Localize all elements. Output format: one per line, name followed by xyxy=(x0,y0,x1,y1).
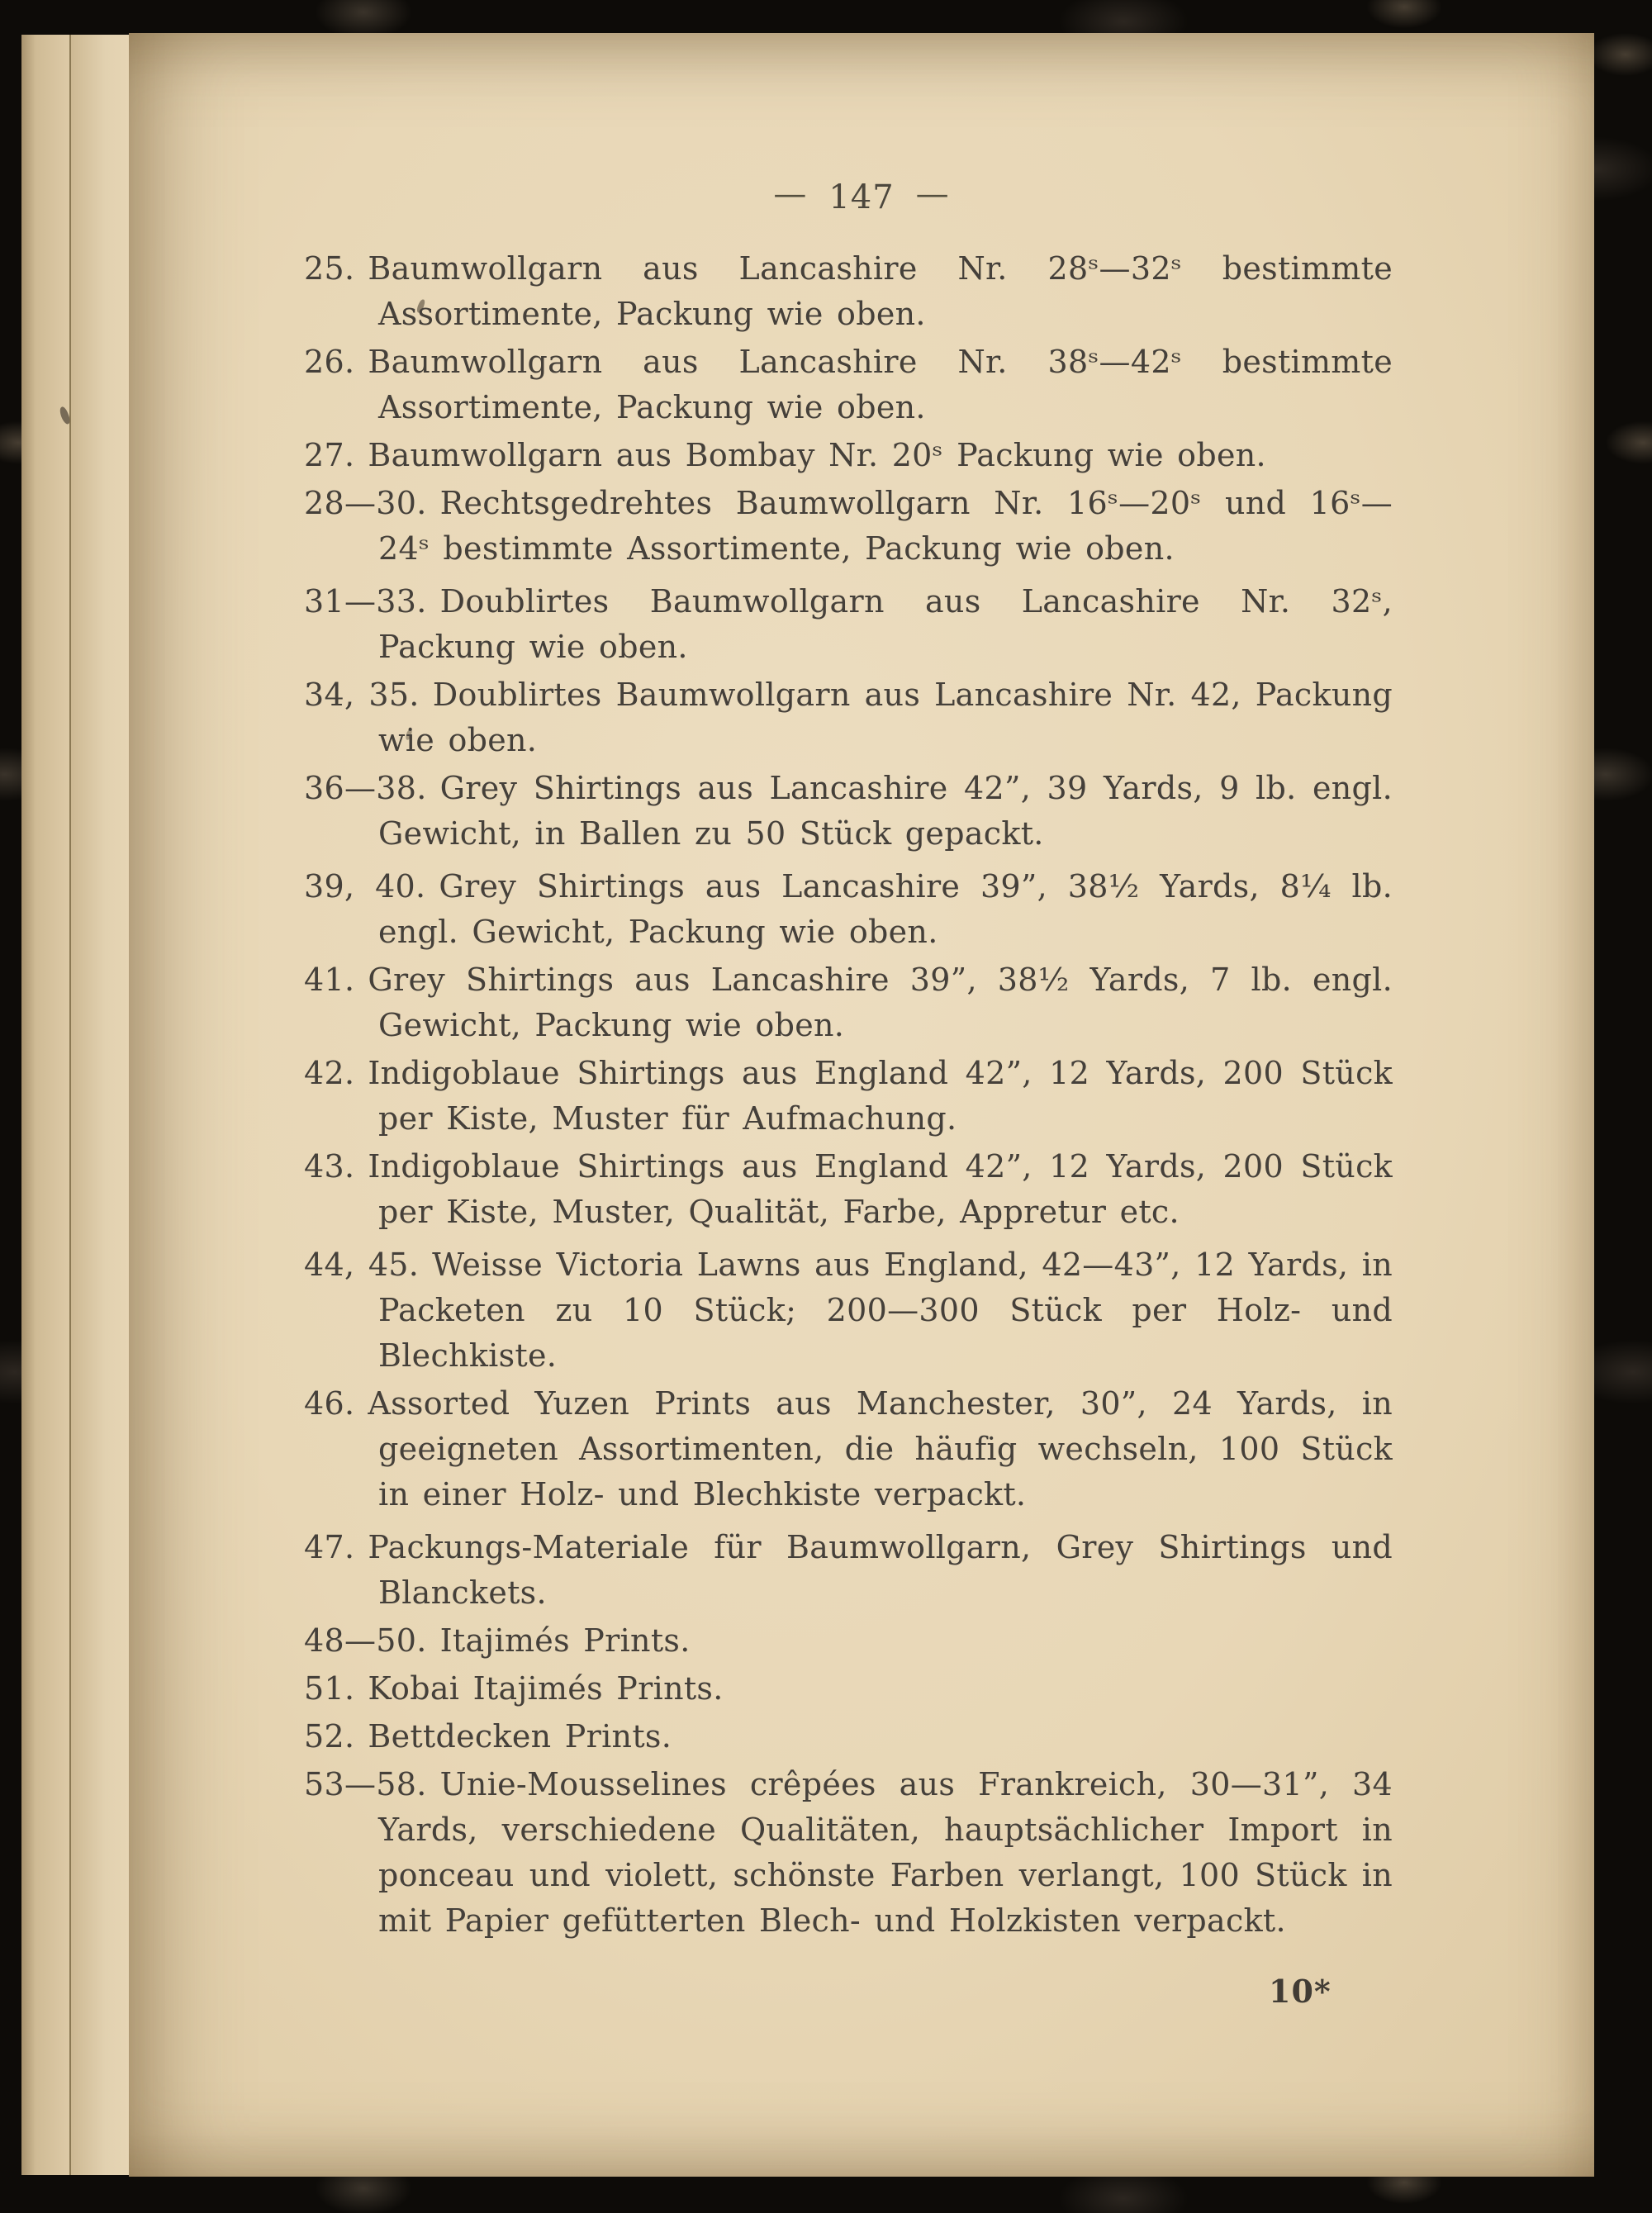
list-item xyxy=(304,481,1393,572)
list-item xyxy=(304,766,1393,857)
item-text: Indigoblaue Shirtings aus England 42”, 12 Yards, 200 Stück per Kiste, Muster, Qualität, Farbe, Appretur etc. xyxy=(368,1148,1393,1230)
item-number: 53—58. xyxy=(304,1766,427,1802)
item-number: 44, 45. xyxy=(304,1247,420,1283)
item-text: Rechtsgedrehtes Baumwollgarn Nr. 16ˢ—20ˢ und 16ˢ—24ˢ bestimmte Assortimente, Packung wie oben. xyxy=(378,485,1393,567)
page-number-value: 147 xyxy=(828,178,895,216)
item-text: Kobai Itajimés Prints. xyxy=(368,1670,724,1707)
item-text: Packungs-Materiale für Baumwollgarn, Grey Shirtings und Blanckets. xyxy=(368,1529,1393,1611)
item-number: 47. xyxy=(304,1529,355,1565)
item-text: Indigoblaue Shirtings aus England 42”, 12 Yards, 200 Stück per Kiste, Muster für Aufmachung. xyxy=(368,1055,1393,1137)
book-cover-edge-bottom xyxy=(0,2175,1652,2213)
book-page xyxy=(129,33,1594,2177)
book-cover-edge-top xyxy=(0,0,1652,35)
book-cover-edge-left xyxy=(0,0,21,2213)
item-number: 34, 35. xyxy=(304,677,420,713)
list-item xyxy=(304,1242,1393,1379)
item-number: 26. xyxy=(304,344,355,380)
item-number: 48—50. xyxy=(304,1622,427,1659)
page-edge-strip-inner xyxy=(71,35,131,2175)
item-number: 52. xyxy=(304,1718,355,1755)
item-text: Itajimés Prints. xyxy=(439,1622,691,1659)
page-number-right-rule: — xyxy=(915,175,950,213)
page-number-left-rule: — xyxy=(773,175,808,213)
item-number: 46. xyxy=(304,1385,355,1422)
item-number: 36—38. xyxy=(304,770,427,806)
list-item xyxy=(304,957,1393,1048)
list-item xyxy=(304,1762,1393,1944)
list-item xyxy=(304,433,1393,478)
item-text: Doublirtes Baumwollgarn aus Lancashire Nr. 42, Packung wie oben. xyxy=(378,677,1393,758)
item-number: 28—30. xyxy=(304,485,427,521)
item-text: Baumwollgarn aus Lancashire Nr. 38ˢ—42ˢ bestimmte Assortimente, Packung wie oben. xyxy=(368,344,1393,425)
book-cover-edge-right xyxy=(1593,0,1652,2213)
item-number: 41. xyxy=(304,962,355,998)
item-number: 25. xyxy=(304,250,355,287)
page-edge-strip-outer xyxy=(21,35,71,2175)
list-item xyxy=(304,1051,1393,1142)
item-number: 51. xyxy=(304,1670,355,1707)
item-text: Weisse Victoria Lawns aus England, 42—43”, 12 Yards, in Packeten zu 10 Stück; 200—300 Stück per Holz- und Blechkiste. xyxy=(378,1247,1393,1374)
list-item xyxy=(304,864,1393,955)
item-number: 42. xyxy=(304,1055,355,1091)
item-text: Grey Shirtings aus Lancashire 39”, 38¹⁄₂ Yards, 7 lb. engl. Gewicht, Packung wie oben. xyxy=(368,962,1393,1043)
item-text: Baumwollgarn aus Bombay Nr. 20ˢ Packung wie oben. xyxy=(368,437,1266,473)
signature-mark: 10* xyxy=(1269,1973,1332,2010)
list-item xyxy=(304,579,1393,670)
item-text: Assorted Yuzen Prints aus Manchester, 30”, 24 Yards, in geeigneten Assortimenten, die häufig wechseln, 100 Stück in einer Holz- und Blechkiste verpackt. xyxy=(368,1385,1393,1513)
item-text: Baumwollgarn aus Lancashire Nr. 28ˢ—32ˢ bestimmte Assortimente, Packung wie oben. xyxy=(368,250,1393,332)
list-item xyxy=(304,1714,1393,1759)
page-number xyxy=(129,175,1594,216)
item-number: 39, 40. xyxy=(304,868,426,905)
list-item xyxy=(304,1144,1393,1235)
item-text: Unie-Mousselines crêpées aus Frankreich, 30—31”, 34 Yards, verschiedene Qualitäten, hauptsächlicher Import in ponceau und violett, schönste Farben verlangt, 100 Stück in mit Papier gefütterten Blech- und Holzkisten verpackt. xyxy=(378,1766,1393,1939)
list-item xyxy=(304,1381,1393,1517)
list-item xyxy=(304,1525,1393,1616)
item-number: 43. xyxy=(304,1148,355,1185)
list-item xyxy=(304,340,1393,430)
item-number: 31—33. xyxy=(304,583,427,620)
item-number: 27. xyxy=(304,437,355,473)
item-text: Bettdecken Prints. xyxy=(368,1718,672,1755)
list-item xyxy=(304,246,1393,337)
item-text: Grey Shirtings aus Lancashire 39”, 38¹⁄₂ Yards, 8¹⁄₄ lb. engl. Gewicht, Packung wie oben. xyxy=(378,868,1393,950)
item-list xyxy=(304,246,1393,1946)
item-text: Doublirtes Baumwollgarn aus Lancashire Nr. 32ˢ, Packung wie oben. xyxy=(378,583,1393,665)
item-text: Grey Shirtings aus Lancashire 42”, 39 Yards, 9 lb. engl. Gewicht, in Ballen zu 50 Stück gepackt. xyxy=(378,770,1393,852)
list-item xyxy=(304,1666,1393,1712)
list-item xyxy=(304,1618,1393,1664)
list-item xyxy=(304,672,1393,763)
